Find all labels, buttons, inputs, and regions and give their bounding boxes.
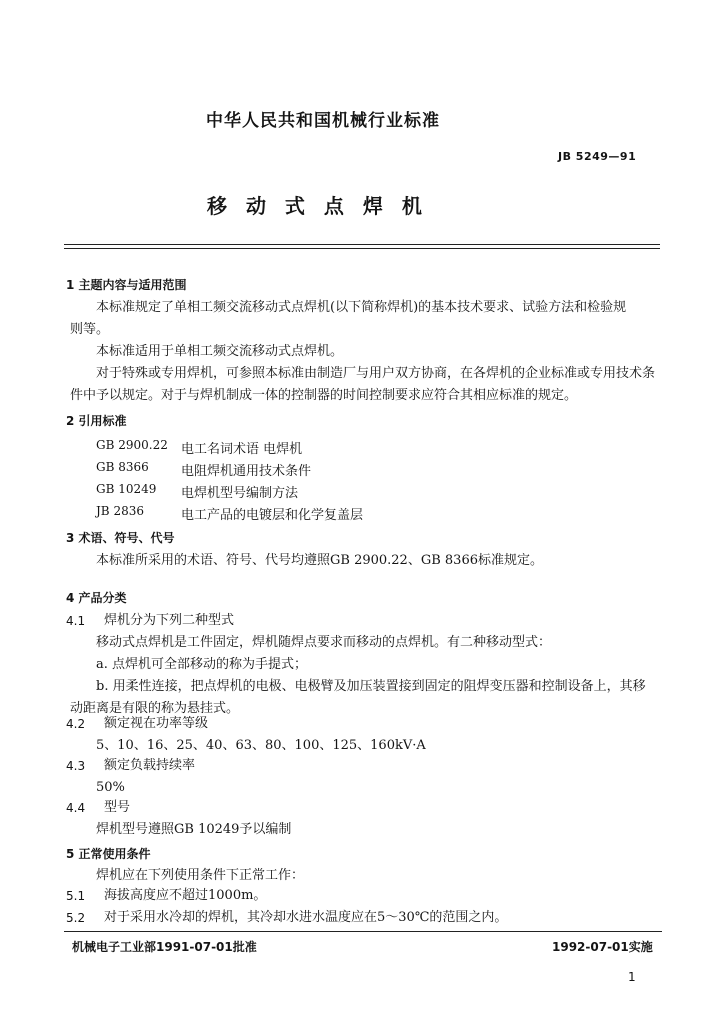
clause-4-1-text: 移动式点焊机是工件固定，焊机随焊点要求而移动的点焊机。有二种移动型式： [96, 635, 552, 650]
standard-number: JB 5249—91 [558, 150, 637, 163]
approval-line: 机械电子工业部1991-07-01批准 [72, 940, 257, 954]
org-title: 中华人民共和国机械行业标准 [206, 111, 440, 131]
clause-4-4-text: 焊机型号遵照GB 10249予以编制 [96, 822, 292, 837]
clause-4-3-title: 额定负载持续率 [104, 758, 196, 773]
clause-4-3-number: 4.3 [66, 759, 86, 773]
clause-5-2-text: 对于采用水冷却的焊机，其冷却水进水温度应在5～30℃的范围之内。 [104, 910, 508, 925]
reference-title: 电焊机型号编制方法 [181, 486, 299, 501]
s1-paragraph-1-line-1: 本标准规定了单相工频交流移动式点焊机(以下简称焊机)的基本技术要求、试验方法和检验规 [96, 300, 627, 315]
s5-intro: 焊机应在下列使用条件下正常工作： [96, 868, 305, 883]
section-4-heading: 4 产品分类 [66, 591, 127, 605]
clause-5-2-number: 5.2 [66, 911, 86, 925]
section-3-heading: 3 术语、符号、代号 [66, 531, 175, 545]
reference-code: GB 10249 [96, 482, 157, 496]
footer-rule [64, 931, 662, 932]
reference-code: JB 2836 [96, 504, 144, 518]
s1-paragraph-3-line-2: 件中予以规定。对于与焊机制成一体的控制器的时间控制要求应符合其相应标准的规定。 [70, 388, 578, 403]
s3-paragraph: 本标准所采用的术语、符号、代号均遵照GB 2900.22、GB 8366标准规定。 [96, 553, 543, 568]
clause-4-2-title: 额定视在功率等级 [104, 716, 209, 731]
clause-4-4-number: 4.4 [66, 801, 86, 815]
clause-5-1-text: 海拔高度应不超过1000m。 [104, 888, 267, 903]
implementation-line: 1992-07-01实施 [552, 940, 653, 954]
reference-code: GB 8366 [96, 460, 149, 474]
s1-paragraph-3-line-1: 对于特殊或专用焊机，可参照本标准由制造厂与用户双方协商，在各焊机的企业标准或专用技术条 [96, 366, 656, 381]
reference-title: 电工名词术语 电焊机 [181, 442, 303, 457]
clause-4-1-title: 焊机分为下列二种型式 [104, 613, 235, 628]
s1-paragraph-2: 本标准适用于单相工频交流移动式点焊机。 [96, 344, 344, 359]
reference-code: GB 2900.22 [96, 438, 168, 452]
clause-4-1-item-a: a. 点焊机可全部移动的称为手提式； [96, 657, 308, 672]
clause-4-2-values: 5、10、16、25、40、63、80、100、125、160kV·A [96, 738, 426, 753]
reference-title: 电阻焊机通用技术条件 [181, 464, 312, 479]
section-5-heading: 5 正常使用条件 [66, 847, 151, 861]
top-rule-2 [64, 248, 660, 249]
clause-4-3-value: 50% [96, 780, 125, 795]
clause-4-1-item-b-line-1: b. 用柔性连接，把点焊机的电极、电极臂及加压装置接到固定的阻焊变压器和控制设备上，其移 [96, 679, 646, 694]
clause-4-1-number: 4.1 [66, 614, 86, 628]
document-title: 移 动 式 点 焊 机 [207, 194, 428, 218]
clause-4-2-number: 4.2 [66, 717, 86, 731]
section-2-heading: 2 引用标准 [66, 414, 127, 428]
clause-5-1-number: 5.1 [66, 889, 86, 903]
section-1-heading: 1 主题内容与适用范围 [66, 278, 187, 292]
s1-paragraph-1-line-2: 则等。 [70, 322, 110, 337]
page-number: 1 [628, 970, 636, 984]
clause-4-1-item-b-line-2: 动距离是有限的称为悬挂式。 [70, 701, 240, 716]
reference-title: 电工产品的电镀层和化学复盖层 [181, 508, 364, 523]
top-rule-1 [64, 244, 660, 245]
clause-4-4-title: 型号 [104, 800, 131, 815]
